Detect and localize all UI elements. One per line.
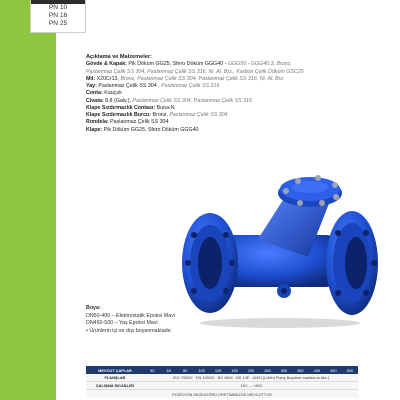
size-cell: 400 — [313, 367, 321, 373]
material-row — [86, 69, 386, 76]
size-cell: 65 — [166, 367, 171, 373]
paint-line: DN50-400 – Elektrostatik Epoksi Mavi — [86, 312, 175, 319]
spec-row-temperature — [86, 382, 358, 390]
size-cell: 350 — [297, 367, 304, 373]
material-value: X20Cr13, — [95, 75, 121, 82]
spec-footer-note: POZİSYON İNDİKATÖRÜ ÜRETİMİMİZDE MEVCUTTUR — [86, 390, 358, 398]
material-value-alt: Bronz, Paslanmaz Çelik SS 304, Paslanmaz Çelik SS 316, Ni. Al. Brz. — [120, 75, 285, 82]
size-cell: 500 — [346, 367, 354, 373]
material-value-alt: Paslanmaz Çelik SS 304, Paslanmaz Çelik SS 316 — [132, 97, 252, 104]
material-value: Buna-N — [155, 104, 175, 111]
material-label: Rondela: — [86, 119, 109, 126]
spec-row-label: FLANŞLAR — [104, 375, 126, 380]
material-label: Gövde & Kapak: — [86, 61, 127, 68]
material-row — [86, 112, 386, 119]
material-label: Klape Sızdırmazlık Burcu: — [86, 112, 152, 119]
pressure-rating-box — [30, 0, 86, 33]
material-value-alt: GGG50 - GGG40.3, Bronz, — [227, 61, 292, 68]
material-label: Yay: — [86, 83, 97, 90]
paint-line: DN450-500 – Yaş Epoksi Mavi — [86, 320, 158, 326]
spec-table — [86, 366, 358, 398]
material-label: Conta: — [86, 90, 103, 97]
size-cell: 250 — [264, 367, 271, 373]
materials-title: Açıklama ve Malzemeler: — [86, 54, 152, 60]
material-label: Klape Sızdırmazlık Contası: — [86, 104, 156, 111]
material-row — [86, 119, 386, 126]
material-row — [86, 76, 386, 83]
spec-row-value: ISO 7005/2 · EN 1092/2 · BS 4504 · BS 10E · ANSI (Lütfen Flanş Boyutları sayfasına bkz.) — [172, 375, 330, 380]
size-cell: 100 — [198, 367, 205, 373]
spec-row-label: ÇALIŞMA SICAKLIĞI — [95, 383, 135, 388]
y-strainer-valve-image — [180, 157, 380, 329]
size-cell: 125 — [214, 367, 222, 373]
material-row — [86, 98, 386, 105]
material-row — [86, 61, 386, 68]
material-value: Paslanmaz Çelik SS 304 — [108, 119, 169, 126]
material-row — [86, 127, 386, 134]
spec-row-value: -10C ... +80C — [239, 383, 263, 388]
material-label: Klape: — [86, 126, 103, 133]
material-row — [86, 90, 386, 97]
pressure-rating-item: PN 25 — [48, 20, 68, 27]
pressure-rating-list — [31, 4, 85, 28]
material-value-alt: Paslanmaz Çelik SS 304, Paslanmaz Çelik SS 316, Ni. Al. Brz., Karbon Çelik Döküm GSC25 — [86, 68, 304, 75]
green-side-bar — [0, 0, 56, 400]
paint-line: • Ürünlerin içi ve dışı boyanmaktadır. — [86, 327, 173, 334]
size-cell: 300 — [280, 367, 288, 373]
pressure-rating-item: PN 16 — [48, 12, 68, 19]
paint-info — [86, 305, 246, 335]
size-cell: 150 — [231, 367, 238, 373]
materials-description — [86, 54, 386, 134]
paint-title: Boya: — [86, 305, 101, 311]
material-value: Bronz, — [151, 112, 170, 119]
material-value-alt: Paslanmaz Çelik SS 304 — [169, 112, 228, 119]
material-label: Civata: — [86, 97, 104, 104]
material-value-alt: Paslanmaz Çelik SS 316 — [161, 83, 220, 90]
spec-row-flanges — [86, 374, 358, 382]
size-cell: 450 — [330, 367, 337, 373]
material-label: Mil: — [86, 75, 96, 82]
material-value: Kauçuk — [102, 90, 122, 97]
size-cell: 80 — [183, 367, 188, 373]
material-value: 8.8 (Galv.), — [103, 97, 133, 104]
material-value: Pik Döküm GG25, Sfero Döküm GGG40 - — [126, 61, 228, 68]
material-value: Paslanmaz Çelik SS 304 , — [96, 83, 162, 90]
size-cell: 200 — [247, 367, 255, 373]
material-value: Pik Döküm GG25, Sfero Döküm GGG40 — [102, 126, 199, 133]
material-row — [86, 83, 386, 90]
size-cell: 50 — [150, 367, 155, 373]
spec-header-label: MEVCUT ÇAPLAR — [98, 367, 132, 373]
material-row — [86, 105, 386, 112]
spec-table-header — [86, 366, 358, 374]
pressure-rating-item: PN 10 — [48, 4, 68, 11]
